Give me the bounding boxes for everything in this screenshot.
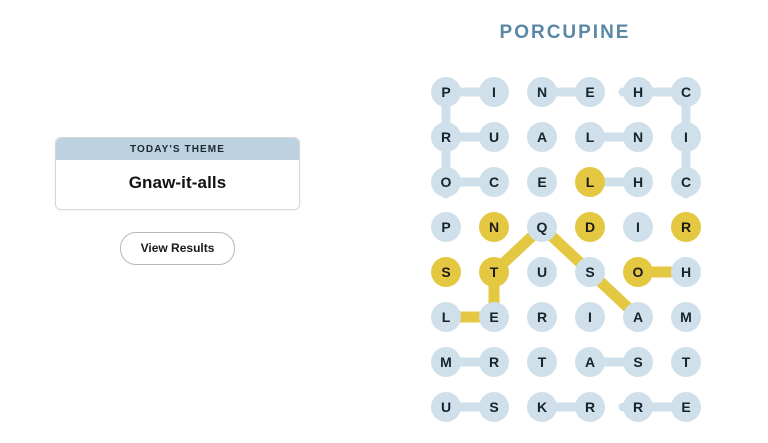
grid-cell[interactable]: P — [431, 212, 461, 242]
grid-cell[interactable]: R — [671, 212, 701, 242]
grid-cell[interactable]: O — [431, 167, 461, 197]
grid-cell[interactable]: U — [479, 122, 509, 152]
theme-panel — [55, 137, 300, 265]
theme-title: Gnaw-it-alls — [128, 173, 227, 192]
grid-cell[interactable]: A — [623, 302, 653, 332]
grid-cell[interactable]: A — [527, 122, 557, 152]
theme-card-header: TODAY'S THEME — [56, 138, 299, 160]
grid-cell[interactable]: L — [575, 167, 605, 197]
grid-cell[interactable]: O — [623, 257, 653, 287]
view-results-button[interactable]: View Results — [120, 232, 236, 265]
grid-cell[interactable]: T — [479, 257, 509, 287]
grid-cell[interactable]: E — [671, 392, 701, 422]
grid-cell[interactable]: S — [575, 257, 605, 287]
grid-cell[interactable]: S — [479, 392, 509, 422]
grid-cell[interactable]: I — [671, 122, 701, 152]
grid-cell[interactable]: L — [575, 122, 605, 152]
grid-cell[interactable]: U — [527, 257, 557, 287]
grid-cell[interactable]: N — [623, 122, 653, 152]
theme-card-body — [56, 160, 299, 209]
grid-cell[interactable]: C — [671, 77, 701, 107]
grid-cell[interactable]: H — [623, 77, 653, 107]
grid-cell[interactable]: U — [431, 392, 461, 422]
grid-cell[interactable]: N — [527, 77, 557, 107]
grid-cell[interactable]: E — [479, 302, 509, 332]
grid-cell[interactable]: M — [431, 347, 461, 377]
theme-card — [55, 137, 300, 210]
grid-cell[interactable]: E — [527, 167, 557, 197]
grid-cell[interactable]: N — [479, 212, 509, 242]
grid-cell[interactable]: H — [671, 257, 701, 287]
word-grid[interactable] — [424, 70, 706, 432]
grid-cell[interactable]: R — [575, 392, 605, 422]
grid-cell[interactable]: P — [431, 77, 461, 107]
grid-cell[interactable]: M — [671, 302, 701, 332]
grid-cell[interactable]: I — [623, 212, 653, 242]
grid-cell[interactable]: R — [431, 122, 461, 152]
grid-cell[interactable]: S — [623, 347, 653, 377]
grid-cell[interactable]: C — [479, 167, 509, 197]
grid-cell[interactable]: Q — [527, 212, 557, 242]
grid-cell[interactable]: R — [479, 347, 509, 377]
results-button-wrap — [55, 232, 300, 265]
grid-cells — [424, 70, 706, 432]
grid-cell[interactable]: R — [527, 302, 557, 332]
puzzle-title: PORCUPINE — [499, 22, 631, 43]
grid-cell[interactable]: R — [623, 392, 653, 422]
grid-cell[interactable]: H — [623, 167, 653, 197]
grid-cell[interactable]: D — [575, 212, 605, 242]
grid-cell[interactable]: I — [479, 77, 509, 107]
grid-cell[interactable]: K — [527, 392, 557, 422]
grid-cell[interactable]: I — [575, 302, 605, 332]
grid-cell[interactable]: E — [575, 77, 605, 107]
grid-cell[interactable]: T — [671, 347, 701, 377]
grid-cell[interactable]: T — [527, 347, 557, 377]
grid-cell[interactable]: C — [671, 167, 701, 197]
grid-cell[interactable]: L — [431, 302, 461, 332]
grid-cell[interactable]: S — [431, 257, 461, 287]
grid-cell[interactable]: A — [575, 347, 605, 377]
